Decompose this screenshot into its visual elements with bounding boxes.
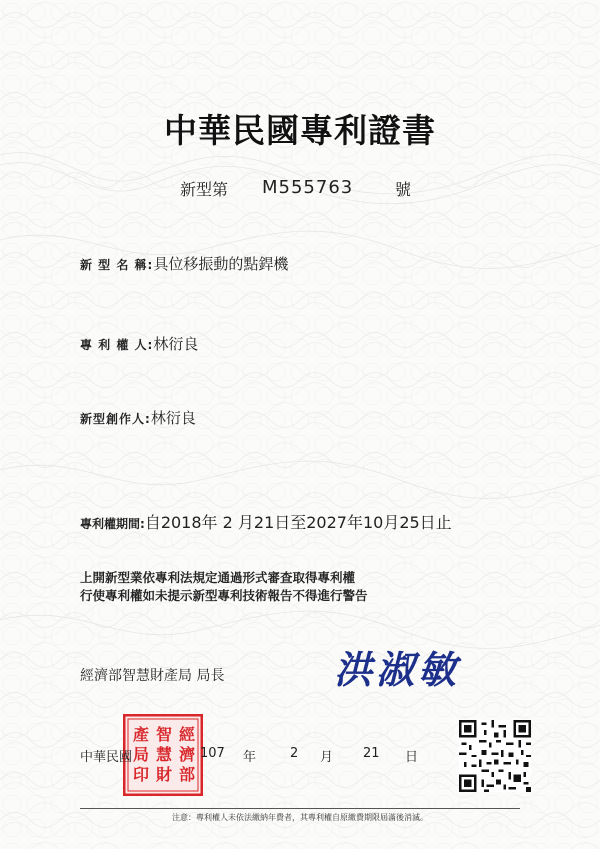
svg-text:濟: 濟	[179, 745, 196, 764]
svg-text:經: 經	[179, 725, 196, 744]
statement-line-2: 行使專利權如未提示新型專利技術報告不得進行警告	[80, 588, 368, 603]
certificate-number-suffix: 號	[395, 180, 412, 199]
certificate-number-prefix: 新型第	[180, 180, 229, 199]
official-seal-stamp	[123, 714, 203, 796]
patentee-row	[80, 333, 198, 354]
qr-code	[459, 720, 531, 792]
issue-date-day-unit: 日	[405, 750, 419, 765]
svg-text:智: 智	[156, 725, 173, 744]
patentee-label: 專 利 權 人:	[80, 338, 154, 352]
certificate-title: 中華民國專利證書	[164, 111, 436, 150]
svg-text:財: 財	[156, 765, 173, 784]
issuing-authority: 經濟部智慧財產局 局長	[80, 668, 225, 684]
utility-model-name-value: 具位移振動的點銲機	[153, 255, 289, 273]
creator-label: 新型創作人:	[80, 412, 151, 426]
svg-text:印: 印	[133, 765, 150, 784]
statement-line-1: 上開新型業依專利法規定通過形式審查取得專利權	[80, 570, 356, 585]
patent-period-value: 自2018年 2 月21日至2027年10月25日止	[144, 513, 452, 532]
footer-notice: 注意：專利權人未依法繳納年費者，其專利權自原繳費期限屆滿後消滅。	[172, 813, 428, 822]
utility-model-name-label: 新 型 名 稱:	[80, 258, 154, 272]
issue-date-month-unit: 月	[320, 750, 334, 765]
issue-date-month: 2	[290, 746, 299, 761]
svg-text:部: 部	[179, 765, 196, 784]
director-signature	[332, 645, 492, 695]
patentee-value: 林衍良	[153, 335, 199, 353]
svg-text:產: 產	[133, 725, 150, 744]
svg-text:洪淑敏: 洪淑敏	[334, 647, 461, 692]
certificate-number: M555763	[262, 177, 354, 198]
patent-period-label: 專利權期間:	[80, 517, 145, 531]
svg-text:局: 局	[133, 745, 150, 764]
issue-date-year-unit: 年	[243, 750, 257, 765]
creator-value: 林衍良	[150, 409, 196, 427]
patent-period-row	[80, 510, 452, 533]
svg-text:慧: 慧	[156, 745, 173, 764]
issue-date-day: 21	[363, 746, 380, 761]
issue-date-year: 107	[200, 746, 225, 761]
utility-model-name-row	[80, 253, 288, 274]
issue-date-era: 中華民國	[80, 750, 133, 765]
creator-row	[80, 407, 196, 428]
footer-divider	[80, 808, 520, 809]
